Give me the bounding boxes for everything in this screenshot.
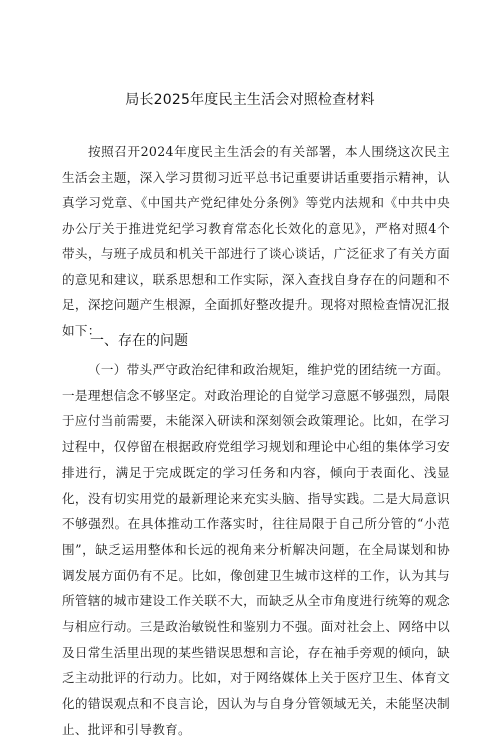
subsection-1-body: 一是理想信念不够坚定。对政治理论的自觉学习意愿不够强烈，局限于应付当前需要，未能深入研读和深刻领会政策理论。比如，在学习过程中，仅停留在根据政府党组学习规划和理论中心组的集体学习安排进行，满足于完成既定的学习任务和内容，倾向于表面化、浅显化，没有切实用党的最新理论来充实头脑、指导实践。二是大局意识不够强烈。在具体推动工作落实时，往往局限于自己所分管的“小范围”，缺乏运用整体和长远的视角来分析解决问题，在全局谋划和协调发展方面仍有不足。比如，像创建卫生城市这样的工作，认为其与所管辖的城市建设工作关联不大，而缺乏从全市角度进行统筹的观念与相应行动。三是政治敏锐性和鉴别力不强。面对社会上、网络中以及日常生活里出现的某些错误思想和言论，存在袖手旁观的倾向，缺乏主动批评的行动力。比如，对于网络媒体上关于医疗卫生、体育文化的错误观点和不良言论，因认为与自身分管领域无关，未能坚决制止、批评和引导教育。 [62,387,450,737]
subsection-1-heading: （一）带头严守政治纪律和政治规矩，维护党的团结统一方面。 [88,362,450,377]
intro-paragraph: 按照召开2024年度民主生活会的有关部署，本人围绕这次民主生活会主题，深入学习贯彻习近平总书记重要讲话重要指示精神，认真学习党章、《中国共产党纪律处分条例》等党内法规和《中共中央办公厅关于推进党纪学习教育常态化长效化的意见》，严格对照4个带头，与班子成员和机关干部进行了谈心谈话，广泛征求了有关方面的意见和建议，联系思想和工作实际，深入查找自身存在的问题和不足，深挖问题产生根源，全面抓好整改提升。现将对照检查情况汇报如下： [62,144,450,338]
subsection-1 [62,357,450,743]
section-heading-problems: 一、存在的问题 [90,333,188,349]
document-title: 局长2025年度民主生活会对照检查材料 [125,92,375,108]
